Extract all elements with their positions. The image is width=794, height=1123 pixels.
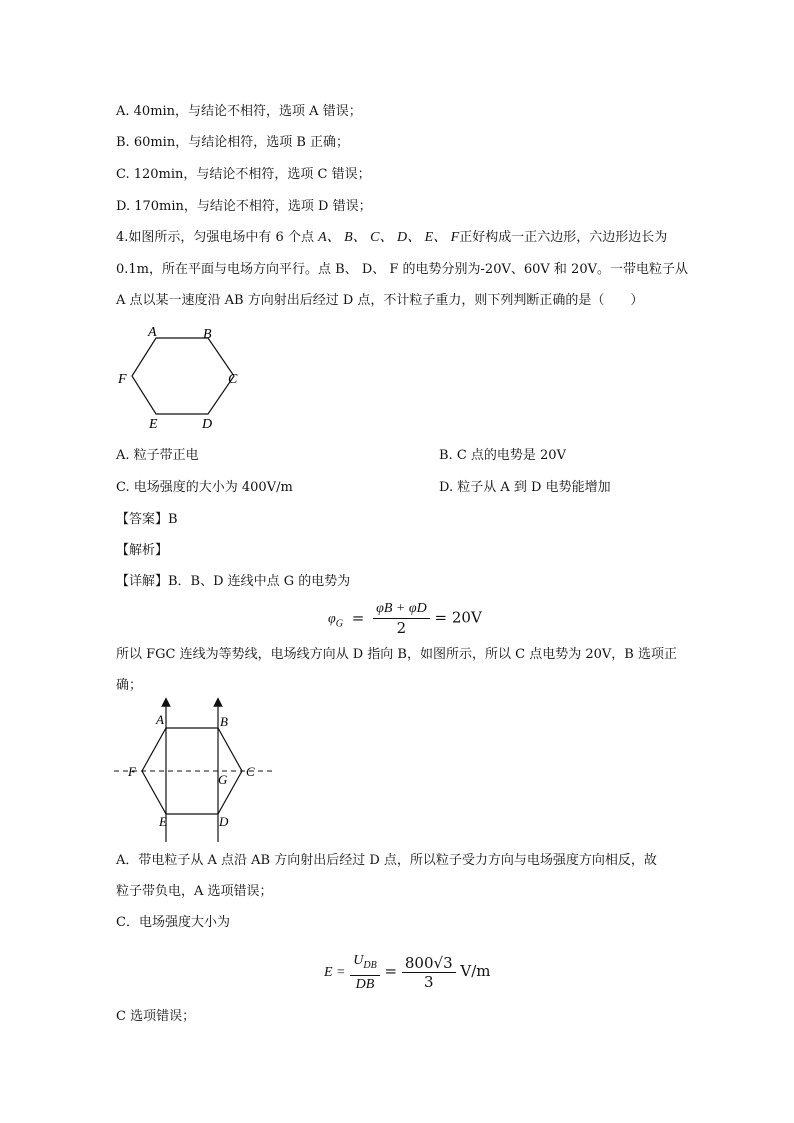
label-D: D (202, 417, 213, 432)
analysis-title: 【解析】 (116, 543, 169, 558)
para2-line-1: A．带电粒子从 A 点沿 AB 方向射出后经过 D 点，所以粒子受力方向与电场强度方向相反，故 (116, 853, 657, 868)
question-line-2: 0.1m，所在平面与电场方向平行。点 B、 D、 F 的电势分别为-20V、60V 和 20V。一带电粒子从 (116, 262, 688, 277)
answer: 【答案】B (116, 512, 178, 527)
question-line-3: A 点以某一速度沿 AB 方向射出后经过 D 点，不计粒子重力，则下列判断正确的是（ ） (116, 293, 644, 308)
para3-line: C．电场强度大小为 (116, 915, 230, 930)
option-d: D. 粒子从 A 到 D 电势能增加 (439, 480, 611, 495)
label-A: A (148, 325, 157, 340)
detail-line: 【详解】B．B、D 连线中点 G 的电势为 (116, 574, 351, 589)
hexagon-figure (112, 322, 252, 432)
label-B: B (203, 327, 212, 342)
para1-line-1: 所以 FGC 连线为等势线，电场线方向从 D 指向 B，如图所示，所以 C 点电势为 20V，B 选项正 (116, 647, 677, 662)
para1-line-2: 确； (116, 678, 143, 693)
question-line-1: 4.如图所示，匀强电场中有 6 个点 A、 B、 C、 D、 E、 F正好构成一正六边形，六边形边长为 (116, 230, 668, 245)
fraction-1: $\frac{U_{DB}}{DB}$ (350, 950, 379, 994)
option-a: A. 粒子带正电 (116, 448, 199, 463)
label-E: E (149, 417, 158, 432)
label-A-2: A (156, 712, 164, 727)
prev-option-d: D. 170min，与结论不相符，选项 D 错误； (116, 199, 372, 214)
label-C: C (228, 372, 238, 387)
label-E-2: E (159, 814, 167, 829)
label-G-2: G (218, 772, 228, 787)
prev-option-a: A. 40min，与结论不相符，选项 A 错误； (116, 104, 362, 119)
label-D-2: D (219, 814, 229, 829)
fraction-2: $\frac{800√3}{3}$ (402, 954, 456, 991)
fraction: $\frac{\varphi B + \varphi D}{2}$ (373, 600, 430, 637)
field-line-figure (112, 696, 282, 844)
para2-line-2: 粒子带负电，A 选项错误； (116, 884, 273, 899)
label-F: F (118, 372, 127, 387)
label-F-2: F (128, 764, 136, 779)
prev-option-c: C. 120min，与结论不相符，选项 C 错误； (116, 167, 371, 182)
label-C-2: C (246, 764, 255, 779)
option-c: C. 电场强度的大小为 400V/m (116, 480, 293, 495)
option-b: B. C 点的电势是 20V (439, 448, 566, 463)
hexagon-shape (132, 338, 234, 414)
formula-field-strength: E = $\frac{U_{DB}}{DB}$ = $\frac{800√3}{3}$ V/m (324, 950, 491, 994)
label-B-2: B (220, 714, 228, 729)
formula-potential-g: $\varphi_G$ = $\frac{\varphi B + \varphi D}{2}$ = 20V (328, 601, 482, 637)
para4-line: C 选项错误； (116, 1009, 196, 1024)
prev-option-b: B. 60min，与结论相符，选项 B 正确； (116, 135, 350, 150)
